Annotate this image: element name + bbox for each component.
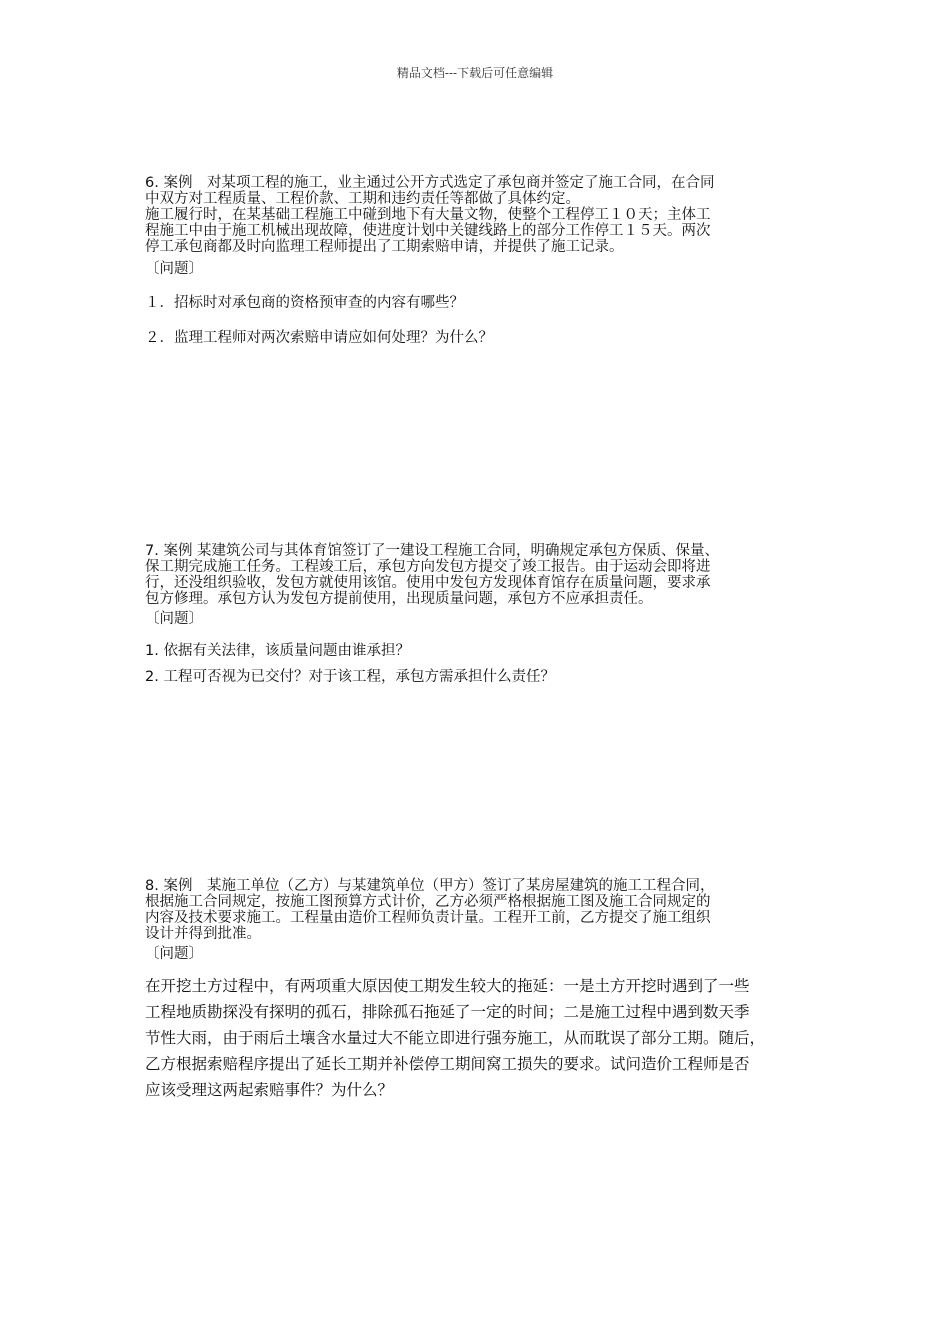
case-7 xyxy=(145,543,810,627)
page-header: 精品文档---下载后可任意编辑 xyxy=(396,66,554,80)
case-8-line: 内容及技术要求施工。工程量由造价工程师负责计量。工程开工前，乙方提交了施工组织 xyxy=(145,910,711,926)
case-8-question-heading: 〔问题〕 xyxy=(145,946,203,962)
case-6-line: 程施工中由于施工机械出现故障，使进度计划中关键线路上的部分工作停工１５天。两次 xyxy=(145,223,711,239)
case-6-line: 6. 案例 对某项工程的施工，业主通过公开方式选定了承包商并签定了施工合同，在合同 xyxy=(145,175,715,191)
case-8-paragraph-line: 节性大雨，由于雨后土壤含水量过大不能立即进行强夯施工，从而耽误了部分工期。随后， xyxy=(145,1029,766,1047)
case-6-question-2: ２．监理工程师对两次索赔申请应如何处理？为什么？ xyxy=(145,330,493,346)
case-6-question-heading: 〔问题〕 xyxy=(145,261,203,277)
case-6-line: 施工履行时，在某基础工程施工中碰到地下有大量文物，使整个工程停工１０天；主体工 xyxy=(145,207,711,223)
case-7-question-1: 1. 依据有关法律，该质量问题由谁承担？ xyxy=(145,643,410,659)
case-8-line: 设计并得到批准。 xyxy=(145,926,261,942)
case-6 xyxy=(145,175,810,277)
case-8-paragraph-line: 工程地质勘探没有探明的孤石，排除孤石拖延了一定的时间；二是施工过程中遇到数天季 xyxy=(145,1003,750,1021)
case-7-line: 包方修理。承包方认为发包方提前使用，出现质量问题，承包方不应承担责任。 xyxy=(145,591,653,607)
case-7-line: 保工期完成施工任务。工程竣工后，承包方向发包方提交了竣工报告。由于运动会即将进 xyxy=(145,559,711,575)
case-8-line: 8. 案例 某施工单位（乙方）与某建筑单位（甲方）签订了某房屋建筑的施工工程合同， xyxy=(145,878,715,894)
case-6-line: 停工承包商都及时向监理工程师提出了工期索赔申请，并提供了施工记录。 xyxy=(145,239,624,255)
case-8 xyxy=(145,878,810,962)
case-8-paragraph-line: 应该受理这两起索赔事件？为什么？ xyxy=(145,1081,394,1099)
case-6-line: 中双方对工程质量、工程价款、工期和违约责任等都做了具体约定。 xyxy=(145,191,580,207)
case-7-question-2: 2. 工程可否视为已交付？对于该工程，承包方需承担什么责任？ xyxy=(145,669,555,685)
case-6-question-1: １．招标时对承包商的资格预审查的内容有哪些？ xyxy=(145,295,464,311)
case-8-paragraph-line: 乙方根据索赔程序提出了延长工期并补偿停工期间窝工损失的要求。试问造价工程师是否 xyxy=(145,1055,750,1073)
case-7-question-heading: 〔问题〕 xyxy=(145,611,203,627)
case-8-paragraph-line: 在开挖土方过程中，有两项重大原因使工期发生较大的拖延：一是土方开挖时遇到了一些 xyxy=(145,977,750,995)
case-8-line: 根据施工合同规定，按施工图预算方式计价，乙方必须严格根据施工图及施工合同规定的 xyxy=(145,894,711,910)
case-7-line: 行，还没组织验收，发包方就使用该馆。使用中发包方发现体育馆存在质量问题，要求承 xyxy=(145,575,711,591)
case-8-paragraph xyxy=(145,973,810,1103)
case-7-line: 7. 案例 某建筑公司与其体育馆签订了一建设工程施工合同，明确规定承包方保质、保量、 xyxy=(145,543,720,559)
